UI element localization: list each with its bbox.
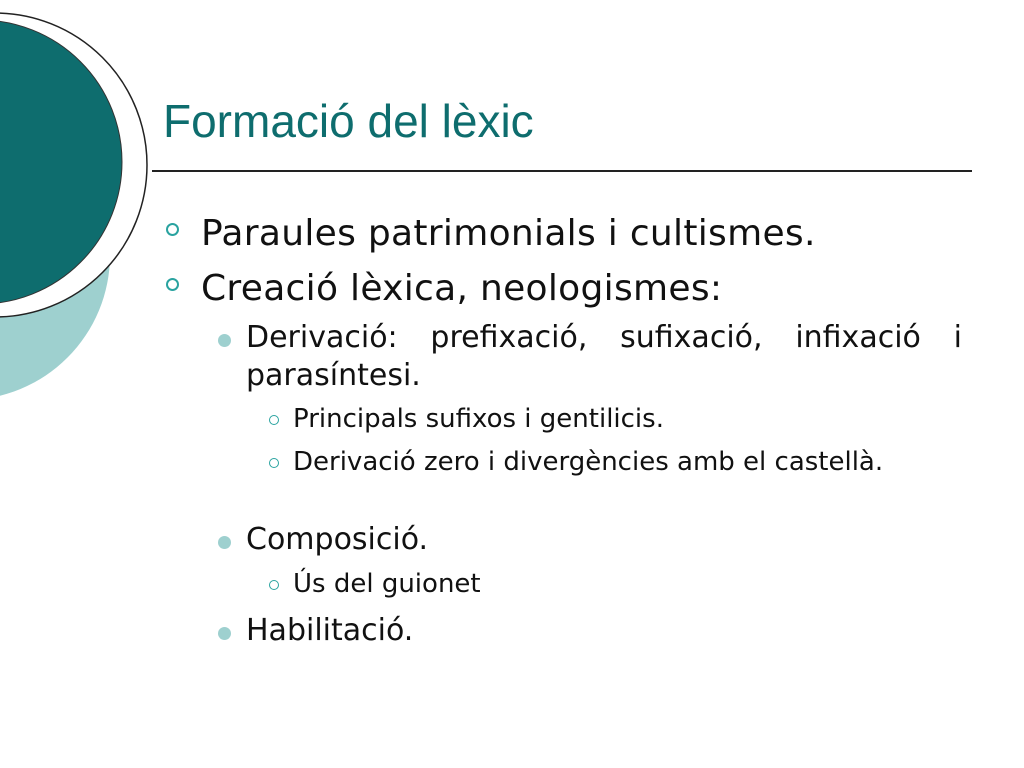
list-item [201, 265, 722, 313]
list-item-text: Habilitació. [246, 613, 414, 648]
list-item [246, 612, 413, 650]
slide-title: Formació del lèxic [163, 95, 534, 147]
hollow-circle-icon [269, 458, 279, 468]
list-item [293, 446, 962, 479]
list-item-text: Creació lèxica, neologismes: [201, 268, 723, 309]
list-item-text: Paraules patrimonials i cultismes. [201, 213, 816, 254]
list-item [246, 521, 428, 559]
list-item-text: Derivació zero i divergències amb el castellà. [293, 447, 884, 477]
list-item-text: Ús del guionet [293, 569, 481, 599]
list-item [246, 319, 962, 395]
list-item [293, 403, 962, 436]
filled-circle-icon [218, 334, 231, 347]
list-item-text: Derivació: prefixació, sufixació, infixació i parasíntesi. [246, 320, 962, 393]
filled-circle-icon [218, 627, 231, 640]
hollow-circle-icon [166, 223, 179, 236]
list-item-text: Principals sufixos i gentilicis. [293, 404, 664, 434]
hollow-circle-icon [166, 278, 179, 291]
hollow-circle-icon [269, 580, 279, 590]
list-item-text: Composició. [246, 522, 429, 557]
filled-circle-icon [218, 536, 231, 549]
list-item [293, 568, 481, 601]
list-item [201, 210, 816, 258]
hollow-circle-icon [269, 415, 279, 425]
